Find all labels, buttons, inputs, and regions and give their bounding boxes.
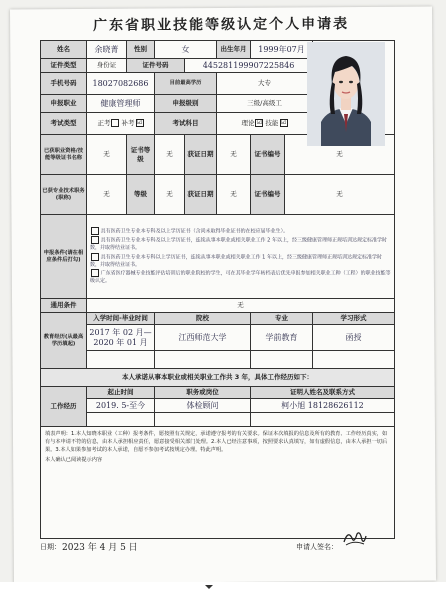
exam-normal-label: 正考 bbox=[97, 119, 111, 128]
name-label: 姓名 bbox=[41, 41, 87, 59]
work-time-value: 2019. 5-至今 bbox=[87, 399, 155, 413]
education-label: 目前最高学历 bbox=[155, 73, 217, 95]
contact-head: 证明人姓名及联系方式 bbox=[251, 387, 395, 399]
major-value: 学前教育 bbox=[251, 325, 313, 351]
held-title-value: 无 bbox=[87, 175, 127, 215]
id-no-label: 证件号码 bbox=[127, 59, 185, 73]
applicant-sign-label: 申请人签名： bbox=[296, 543, 338, 551]
title-no-value: 无 bbox=[285, 175, 395, 215]
contact-value: 柯小旭 18128626112 bbox=[251, 399, 395, 413]
portrait-image bbox=[307, 42, 385, 146]
work-time-head: 起止时间 bbox=[87, 387, 155, 399]
condition-item[interactable]: 具有医药卫生专业本专科及以上学历证书（含尚未取得毕业证书的在校应届毕业生）。 bbox=[90, 227, 391, 236]
form-title: 广东省职业技能等级认定个人申请表 bbox=[93, 16, 350, 34]
universal-value: 无 bbox=[87, 299, 395, 313]
condition-checkbox[interactable] bbox=[91, 227, 99, 235]
held-cert-level-value: 无 bbox=[155, 135, 185, 175]
unit-head: 职务或岗位 bbox=[155, 387, 251, 399]
exam-subject-options[interactable] bbox=[217, 113, 313, 135]
exam-normal-checkbox[interactable] bbox=[111, 119, 119, 127]
study-form-value: 函授 bbox=[313, 325, 395, 351]
held-cert-value: 无 bbox=[87, 135, 127, 175]
id-no-value: 445281199907225846 bbox=[185, 59, 313, 73]
held-date-value: 无 bbox=[217, 135, 251, 175]
exam-subject-label: 考试科目 bbox=[155, 113, 217, 135]
birth-label: 出生年月 bbox=[217, 41, 251, 59]
condition-item[interactable]: 具有医药卫生专业本专科及以上学历证书，连续从事本职业或相关职业工作 2 年以上，经三级健康管理师正规培训达规定标准学时数，并取得结业证书。 bbox=[90, 237, 387, 252]
chevron-down-icon[interactable] bbox=[205, 585, 213, 589]
condition-checkbox[interactable] bbox=[91, 253, 99, 261]
phone-value: 18027082686 bbox=[87, 73, 155, 95]
edu-time-value: 2017 年 02 月—2020 年 01 月 bbox=[87, 325, 155, 351]
held-cert-level-label: 证书等级 bbox=[127, 135, 155, 175]
title-level-label: 等级 bbox=[127, 175, 155, 215]
exam-makeup-checkbox[interactable]: ☑ bbox=[136, 119, 143, 127]
gender-label: 性别 bbox=[127, 41, 155, 59]
exam-theory-checkbox[interactable]: ☑ bbox=[256, 119, 263, 127]
id-type-label: 证件类型 bbox=[41, 59, 87, 73]
title-date-value: 无 bbox=[217, 175, 251, 215]
name-value: 余晓菁 bbox=[87, 41, 127, 59]
viewer-bottom-bar bbox=[0, 582, 446, 592]
birth-value: 1999年07月 bbox=[251, 41, 313, 59]
held-date-label: 获证日期 bbox=[185, 135, 217, 175]
held-cert-label: 已获职业资格/技能等级证书名称 bbox=[41, 135, 87, 175]
education-value: 大专 bbox=[217, 73, 313, 95]
id-type-value: 身份证 bbox=[87, 59, 127, 73]
declare-date-value: 2023 年 4 月 5 日 bbox=[62, 543, 138, 553]
school-value: 江西师范大学 bbox=[155, 325, 251, 351]
school-head: 院校 bbox=[155, 313, 251, 325]
title-level-value: 无 bbox=[155, 175, 185, 215]
major-head: 专业 bbox=[251, 313, 313, 325]
condition-item[interactable]: 广东省医疗器械专业技能评估培训后的职业院校的学生，可在其毕业学年转档表后优先申报参加相关职业工种（工程）的职业技能等级认定。 bbox=[90, 270, 391, 285]
condition-checkbox[interactable] bbox=[91, 236, 99, 244]
exam-makeup-label: 补考 bbox=[121, 119, 135, 128]
exam-theory-label: 理论 bbox=[241, 119, 255, 128]
exam-skill-label: 技能 bbox=[265, 119, 279, 128]
work-claim: 本人承诺从事本职业或相关职业工作共 3 年，具体工作经历如下： bbox=[41, 369, 395, 387]
held-no-label: 证书编号 bbox=[251, 135, 285, 175]
held-no-value: 无 bbox=[285, 135, 395, 175]
occupation-label: 申报职业 bbox=[41, 95, 87, 113]
title-no-label: 证书编号 bbox=[251, 175, 285, 215]
signature-image bbox=[342, 528, 368, 548]
applicant-photo bbox=[307, 42, 385, 146]
unit-value: 体检顾问 bbox=[155, 399, 251, 413]
exam-skill-checkbox[interactable]: ☑ bbox=[280, 119, 287, 127]
study-form-head: 学习形式 bbox=[313, 313, 395, 325]
occupation-value: 健康管理师 bbox=[87, 95, 155, 113]
declaration-text: 填表声明：1.本人知晓本职业（工种）报考条件，愿按照有关规定，承诺遵守报考的有关要求。保证本次填报的信息及所有的教育、工作经历真实，如有与本申请不符的信息，由本人承担相应责任，愿意接受相关部门处理。2.本人已经注意事项，按照要求认真填写，如有虚假信息，由本人承担一切后果。3.本人如果参加考试的本人承诺，自愿不参加考试按规定办理。特此声明。 bbox=[45, 431, 388, 454]
level-value: 三级/高级工 bbox=[217, 95, 313, 113]
level-label: 申报级别 bbox=[155, 95, 217, 113]
universal-label: 通用条件 bbox=[41, 299, 87, 313]
exam-type-options[interactable] bbox=[87, 113, 155, 135]
exam-type-label: 考试类型 bbox=[41, 113, 87, 135]
declaration-confirm: 本人确认已阅读提示内容 bbox=[45, 457, 103, 464]
work-history-label: 工作经历 bbox=[41, 387, 87, 427]
title-date-label: 获证日期 bbox=[185, 175, 217, 215]
condition-item[interactable]: 具有医药卫生专业本专科以上学历证书，连续从事本职业或相关职业工作 1 年以上，经三级健康管理师正规培训达规定标准学时数，并取得结业证书。 bbox=[90, 254, 382, 268]
phone-label: 手机号码 bbox=[41, 73, 87, 95]
conditions-list bbox=[87, 215, 395, 299]
edu-history-label: 教育经历(从最高学历填起) bbox=[41, 313, 87, 369]
declare-date-label: 日期： bbox=[40, 543, 61, 551]
declaration-block bbox=[41, 427, 395, 539]
condition-checkbox[interactable] bbox=[91, 269, 99, 277]
held-title-label: 已获专业技术职务(职称) bbox=[41, 175, 87, 215]
gender-value: 女 bbox=[155, 41, 217, 59]
edu-time-head: 入学时间-毕业时间 bbox=[87, 313, 155, 325]
conditions-label: 申报条件(请在相应条件后打勾) bbox=[41, 215, 87, 299]
